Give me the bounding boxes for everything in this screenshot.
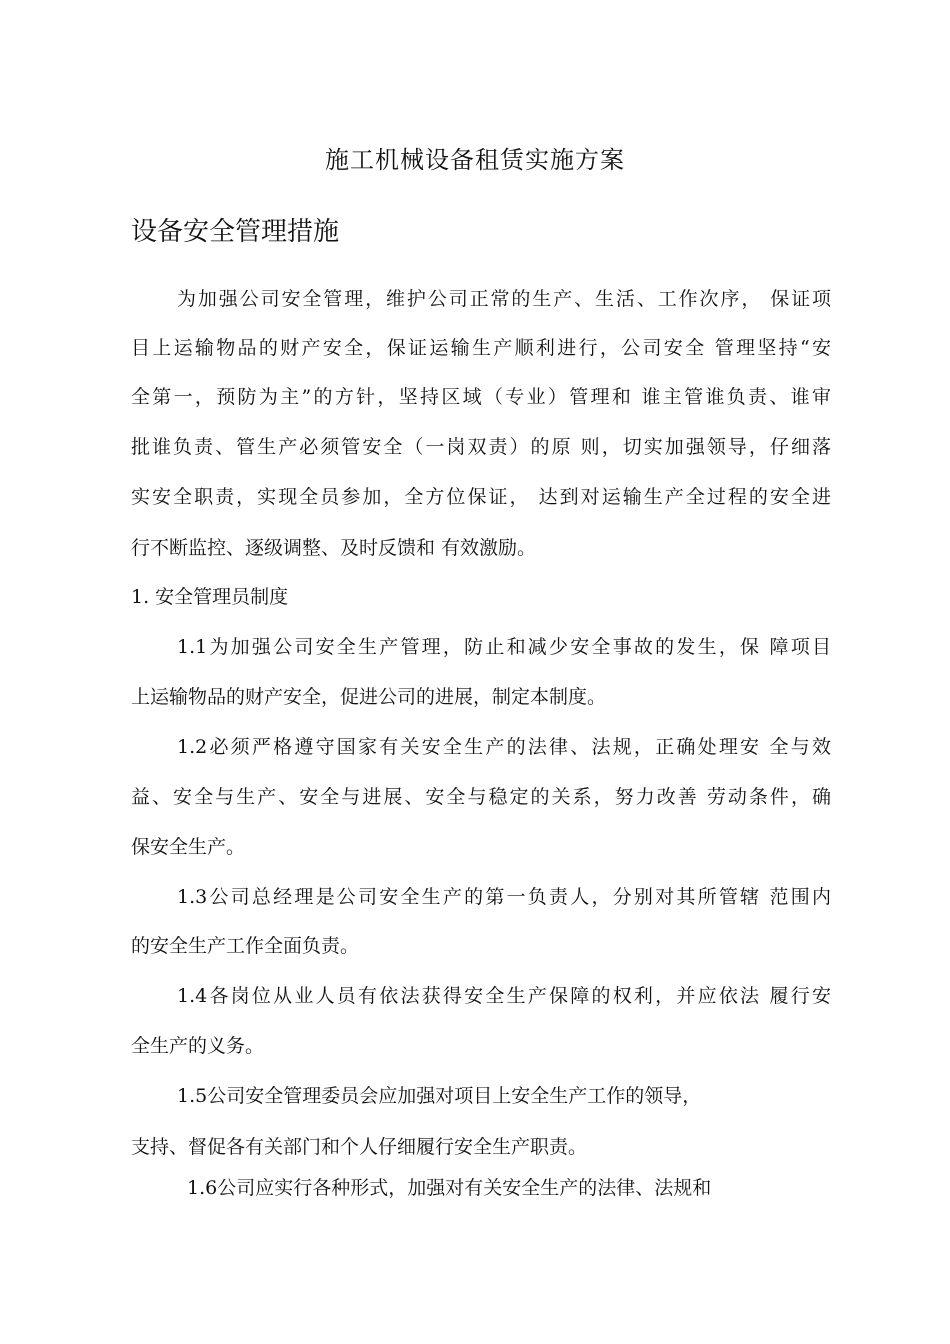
item-heading: 1. 安全管理员制度: [131, 586, 289, 608]
clause-line: 益、安全与生产、安全与进展、安全与稳定的关系，努力改善 劳动条件，确: [131, 786, 831, 808]
section-heading: 设备安全管理措施: [131, 217, 340, 247]
paragraph-line: 目上运输物品的财产安全，保证运输生产顺利进行，公司安全 管理坚持“安: [131, 337, 831, 359]
clause-line: 支持、督促各有关部门和个人仔细履行安全生产职责。: [131, 1136, 588, 1158]
clause-line: 的安全生产工作全面负责。: [131, 935, 360, 957]
clause-line: 上运输物品的财产安全，促进公司的进展，制定本制度。: [131, 686, 607, 708]
paragraph-line: 实安全职责，实现全员参加，全方位保证， 达到对运输生产全过程的安全进: [131, 486, 831, 508]
document-title: 施工机械设备租赁实施方案: [325, 146, 625, 174]
clause-line: 1.3公司总经理是公司安全生产的第一负责人，分别对其所管辖 范围内: [177, 886, 831, 908]
paragraph-line: 行不断监控、逐级调整、及时反馈和 有效激励。: [131, 537, 537, 559]
clause-line: 全生产的义务。: [131, 1035, 265, 1057]
paragraph-line: 全第一，预防为主”的方针，坚持区域（专业）管理和 谁主管谁负责、谁审: [131, 386, 831, 408]
clause-line: 1.2必须严格遵守国家有关安全生产的法律、法规，正确处理安 全与效: [177, 736, 831, 758]
clause-line: 1.5公司安全管理委员会应加强对项目上安全生产工作的领导，: [177, 1085, 702, 1107]
clause-line: 1.4各岗位从业人员有依法获得安全生产保障的权利，并应依法 履行安: [177, 985, 831, 1007]
paragraph-line: 为加强公司安全管理，维护公司正常的生产、生活、工作次序， 保证项: [177, 288, 831, 310]
clause-line: 1.1为加强公司安全生产管理，防止和减少安全事故的发生，保 障项目: [177, 636, 831, 658]
clause-line: 保安全生产。: [131, 836, 246, 858]
clause-line: 1.6公司应实行各种形式，加强对有关安全生产的法律、法规和: [187, 1177, 712, 1199]
paragraph-line: 批谁负责、管生产必须管安全（一岗双责）的原 则，切实加强领导，仔细落: [131, 436, 831, 458]
